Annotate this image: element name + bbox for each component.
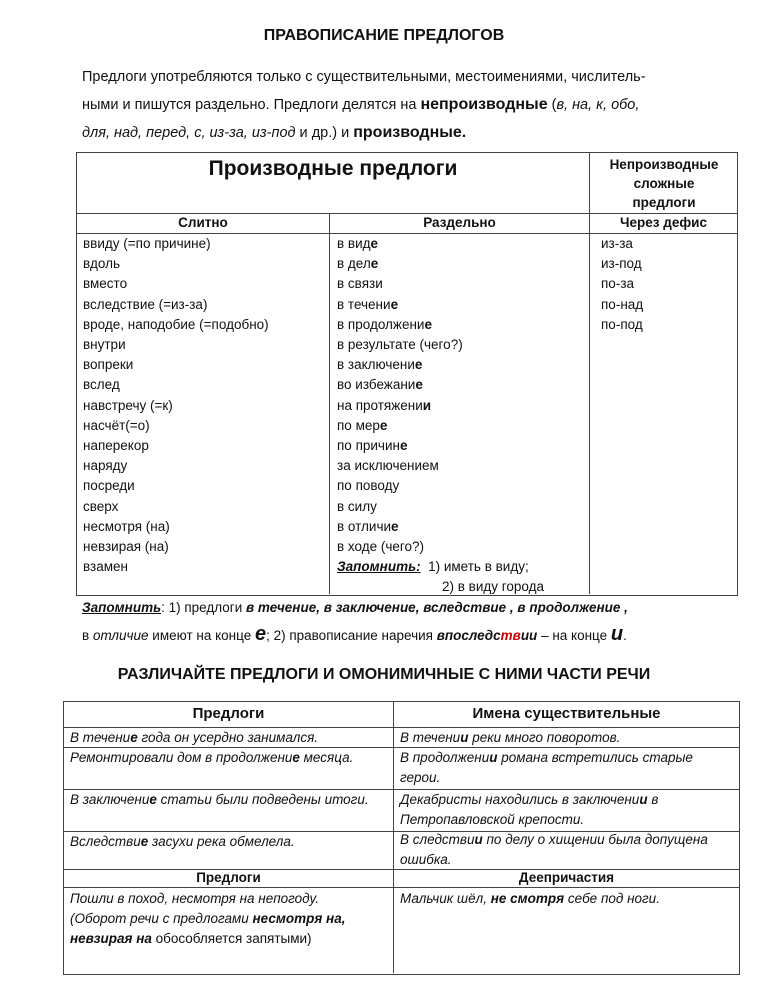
list-item: взамен <box>83 559 128 575</box>
list-item: невзирая (на) <box>83 539 169 555</box>
table-row: Мальчик шёл, не смотря себе под ноги. <box>400 891 660 906</box>
list-item: по причине <box>337 438 408 454</box>
hyphen-list <box>601 234 643 335</box>
list-item: вслед <box>83 377 120 393</box>
list-item: из-под <box>601 256 642 272</box>
list-item: в деле <box>337 256 379 272</box>
table-row: В продолжении романа встретились старые герои. <box>400 750 693 785</box>
list-item: по поводу <box>337 478 400 494</box>
table-row: В следствии по делу о хищении была допущена ошибка. <box>400 832 708 867</box>
list-item: за исключением <box>337 458 439 474</box>
list-item: насчёт(=о) <box>83 417 150 433</box>
list-item: в ходе (чего?) <box>337 539 425 555</box>
separate-list <box>337 234 463 557</box>
table-row: В заключение статьи были подведены итоги. <box>70 792 369 807</box>
list-item: по мере <box>337 417 388 433</box>
list-item: в течение <box>337 296 399 312</box>
list-item: в виде <box>337 236 379 251</box>
list-item: внутри <box>83 337 126 353</box>
list-item: несмотря (на) <box>83 518 170 534</box>
list-item: из-за <box>601 236 633 251</box>
column-header-hyphen: Через дефис <box>620 215 707 230</box>
remember-inline: Запомнить: 1) иметь в виду; 2) в виду города <box>337 559 545 595</box>
table-row: В течение года он усердно занимался. <box>70 730 319 745</box>
table-row: Вследствие засухи река обмелела. <box>70 834 295 849</box>
list-item: во избежание <box>337 377 423 393</box>
list-item: в связи <box>337 276 383 292</box>
section-heading: РАЗЛИЧАЙТЕ ПРЕДЛОГИ И ОМОНИМИЧНЫЕ С НИМИ ЧАСТИ РЕЧИ <box>117 666 651 683</box>
column-header-prepositions: Предлоги <box>192 705 265 722</box>
list-item: сверх <box>83 498 119 514</box>
list-item: вследствие (=из-за) <box>83 296 208 312</box>
column-header-together: Слитно <box>178 215 228 230</box>
intro-line-3: для, над, перед, с, из-за, из-под и др.) и производные. <box>82 124 467 141</box>
list-item: вроде, наподобие (=подобно) <box>83 316 269 332</box>
list-item: наряду <box>83 458 128 474</box>
together-list <box>83 234 269 577</box>
list-item: в отличие <box>337 518 399 534</box>
table-row: В течении реки много поворотов. <box>400 730 621 745</box>
list-item: по-под <box>601 316 643 332</box>
list-item: посреди <box>83 478 135 494</box>
list-item: наперекор <box>83 438 149 454</box>
derivative-prepositions-table <box>76 152 738 596</box>
table-row: Ремонтировали дом в продолжение месяца. <box>70 750 354 765</box>
homonyms-table <box>63 701 740 975</box>
list-item: ввиду (=по причине) <box>83 236 211 251</box>
subheader-gerunds: Деепричастия <box>518 870 615 885</box>
table-header-nonderivative: Непроизводные сложные предлоги <box>609 157 719 210</box>
remember-note-2: в отличие имеют на конце е; 2) правописание наречия впоследствии – на конце и. <box>82 623 627 645</box>
table-row: Пошли в поход, несмотря на непогоду. (Оборот речи с предлогами несмотря на, невзирая на обособляется запятыми) <box>70 891 346 946</box>
subheader-prepositions: Предлоги <box>196 870 261 885</box>
intro-line-2: ными и пишутся раздельно. Предлоги делятся на непроизводные (в, на, к, обо, <box>82 96 640 113</box>
list-item: в силу <box>337 498 377 514</box>
list-item: вопреки <box>83 357 134 373</box>
column-header-separate: Раздельно <box>423 215 496 230</box>
list-item: по-над <box>601 296 644 312</box>
list-item: на протяжении <box>337 397 432 413</box>
list-item: в заключение <box>337 357 423 373</box>
list-item: вместо <box>83 276 128 292</box>
intro-line-1: Предлоги употребляются только с существительными, местоимениями, числитель- <box>82 69 646 85</box>
list-item: навстречу (=к) <box>83 397 173 413</box>
list-item: в результате (чего?) <box>337 337 463 353</box>
remember-note: Запомнить: 1) предлоги в течение, в заключение, вследствие , в продолжение , <box>82 600 628 615</box>
list-item: по-за <box>601 276 635 292</box>
table-header-derivative: Производные предлоги <box>208 157 458 180</box>
list-item: вдоль <box>83 256 121 272</box>
list-item: в продолжение <box>337 316 432 332</box>
intro-paragraph <box>82 64 732 147</box>
page-title: ПРАВОПИСАНИЕ ПРЕДЛОГОВ <box>263 27 505 44</box>
table-row: Декабристы находились в заключении в Петропавловской крепости. <box>400 792 659 827</box>
column-header-nouns: Имена существительные <box>472 705 661 722</box>
